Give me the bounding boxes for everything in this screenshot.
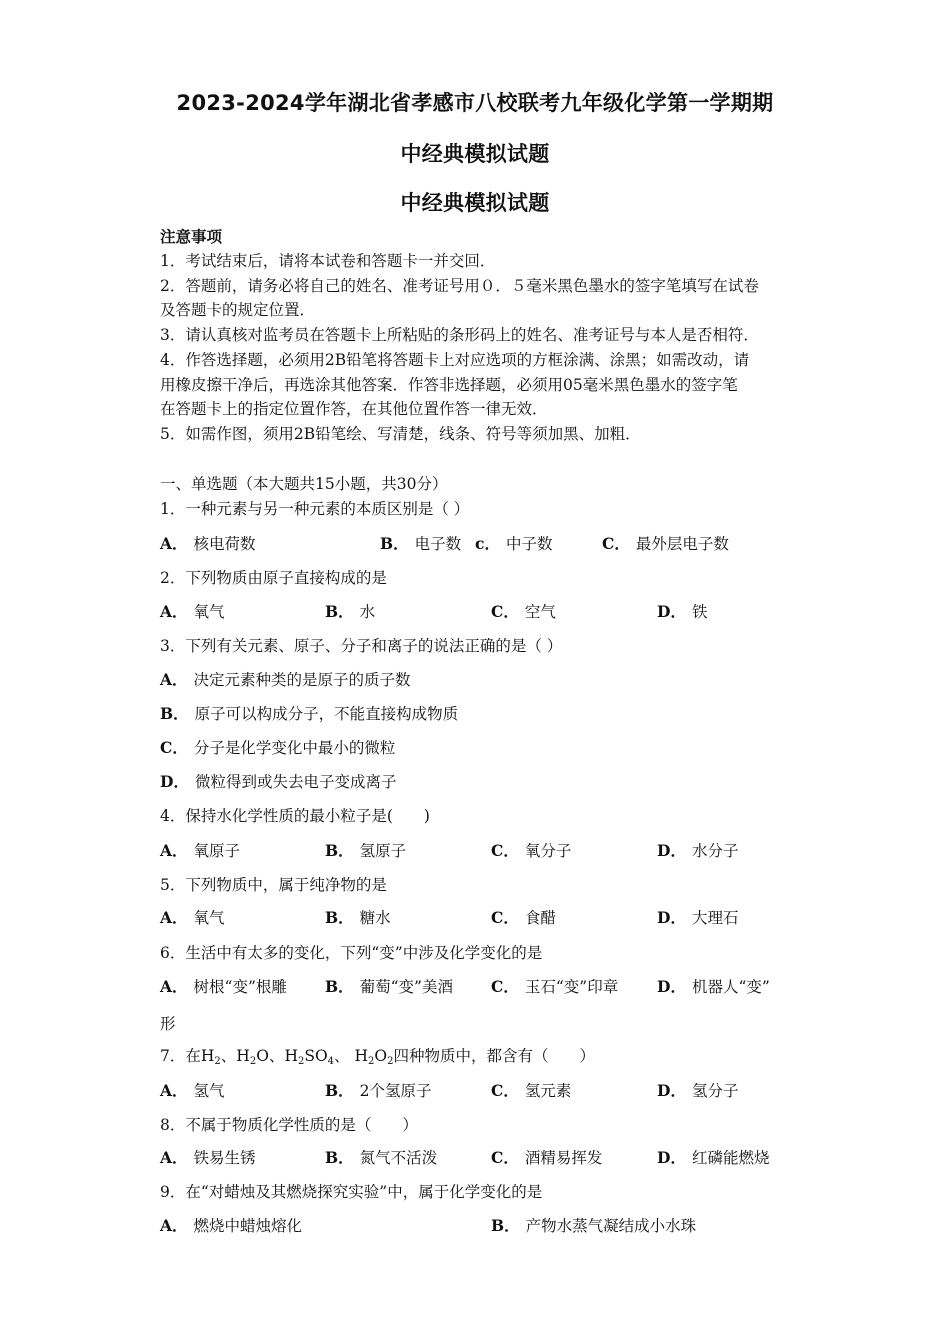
exam-title-line-1: 2023-2024学年湖北省孝感市八校联考九年级化学第一学期期 (176, 91, 774, 115)
note-line: 及答题卡的规定位置． (160, 301, 316, 319)
note-line: 2．答题前，请务必将自己的姓名、准考证号用０．５毫米黑色墨水的签字笔填写在试卷 (160, 277, 759, 295)
q5-option-d[interactable]: D． 大理石 (657, 908, 739, 927)
q7-option-c[interactable]: C． 氢元素 (491, 1081, 572, 1100)
q1-option-c[interactable]: C． 最外层电子数 (602, 534, 729, 553)
q8-option-c[interactable]: C． 酒精易挥发 (491, 1148, 603, 1167)
q2-option-c[interactable]: C． 空气 (491, 602, 556, 621)
note-line: 4．作答选择题，必须用2B铅笔将答题卡上对应选项的方框涂满、涂黑；如需改动，请 (160, 351, 750, 369)
q3-option-a[interactable]: A． 决定元素种类的是原子的质子数 (160, 670, 411, 689)
note-line: 3．请认真核对监考员在答题卡上所粘贴的条形码上的姓名、准考证号与本人是否相符． (160, 326, 759, 344)
section-heading: 一、单选题（本大题共15小题，共30分） (160, 475, 448, 493)
q4-option-c[interactable]: C． 氧分子 (491, 841, 572, 860)
q6-option-b[interactable]: B． 葡萄“变”美酒 (325, 977, 453, 996)
exam-title-line-3: 中经典模拟试题 (400, 191, 550, 215)
q5-option-a[interactable]: A． 氧气 (160, 908, 225, 927)
q3-option-c[interactable]: C． 分子是化学变化中最小的微粒 (160, 738, 396, 757)
q2-option-d[interactable]: D． 铁 (657, 602, 708, 621)
question-2-stem: 2．下列物质由原子直接构成的是 (160, 569, 387, 587)
notes-heading: 注意事项 (160, 227, 223, 246)
q2-option-a[interactable]: A． 氧气 (160, 602, 225, 621)
q4-option-d[interactable]: D． 水分子 (657, 841, 739, 860)
note-line: 用橡皮擦干净后，再选涂其他答案．作答非选择题，必须用05毫米黑色墨水的签字笔 (160, 376, 738, 394)
q6-option-d[interactable]: D． 机器人“变” (657, 977, 770, 996)
q1-option-b[interactable]: B． 电子数 (380, 534, 462, 553)
question-8-stem: 8．不属于物质化学性质的是（ ） (160, 1116, 418, 1134)
q5-option-b[interactable]: B． 糖水 (325, 908, 391, 927)
question-1-stem: 1．一种元素与另一种元素的本质区别是（ ） (160, 500, 470, 518)
question-7-stem: 7．在$H_2$、$H_2O$、$H_2SO_4$、 $H_2O_2$四种物质中，都含有（ ） (160, 1047, 595, 1067)
q8-option-a[interactable]: A． 铁易生锈 (160, 1148, 256, 1167)
q8-option-b[interactable]: B． 氮气不活泼 (325, 1148, 438, 1167)
q7-option-a[interactable]: A． 氢气 (160, 1081, 225, 1100)
q6-option-c[interactable]: C． 玉石“变”印章 (491, 977, 619, 996)
q3-option-d[interactable]: D． 微粒得到或失去电子变成离子 (160, 772, 397, 791)
q9-option-a[interactable]: A． 燃烧中蜡烛熔化 (160, 1216, 303, 1235)
q4-option-b[interactable]: B． 氢原子 (325, 841, 407, 860)
q6-option-a[interactable]: A． 树根“变”根雕 (160, 977, 287, 996)
q7-option-d[interactable]: D． 氢分子 (657, 1081, 739, 1100)
note-line: 5．如需作图，须用2B铅笔绘、写清楚，线条、符号等须加黑、加粗． (160, 425, 641, 443)
q5-option-c[interactable]: C． 食醋 (491, 908, 556, 927)
q1-option-a[interactable]: A． 核电荷数 (160, 534, 256, 553)
q8-option-d[interactable]: D． 红磷能燃烧 (657, 1148, 770, 1167)
q4-option-a[interactable]: A． 氧原子 (160, 841, 241, 860)
question-3-stem: 3．下列有关元素、原子、分子和离子的说法正确的是（ ） (160, 637, 563, 655)
exam-title-line-2: 中经典模拟试题 (400, 142, 550, 166)
note-line: 1．考试结束后，请将本试卷和答题卡一并交回． (160, 252, 496, 270)
q3-option-b[interactable]: B． 原子可以构成分子，不能直接构成物质 (160, 704, 459, 723)
q7-option-b[interactable]: B． 2个氢原子 (325, 1081, 432, 1100)
question-4-stem: 4．保持水化学性质的最小粒子是( ) (160, 807, 430, 825)
question-5-stem: 5．下列物质中，属于纯净物的是 (160, 876, 387, 894)
question-6-stem: 6．生活中有太多的变化，下列“变”中涉及化学变化的是 (160, 944, 543, 962)
q6-option-d-wrap: 形 (160, 1015, 176, 1033)
q9-option-b[interactable]: B． 产物水蒸气凝结成小水珠 (491, 1216, 697, 1235)
question-9-stem: 9．在“对蜡烛及其燃烧探究实验”中，属于化学变化的是 (160, 1183, 543, 1201)
q1-option-c-lower[interactable]: c． 中子数 (475, 534, 553, 553)
note-line: 在答题卡上的指定位置作答，在其他位置作答一律无效． (160, 400, 548, 418)
q2-option-b[interactable]: B． 水 (325, 602, 376, 621)
